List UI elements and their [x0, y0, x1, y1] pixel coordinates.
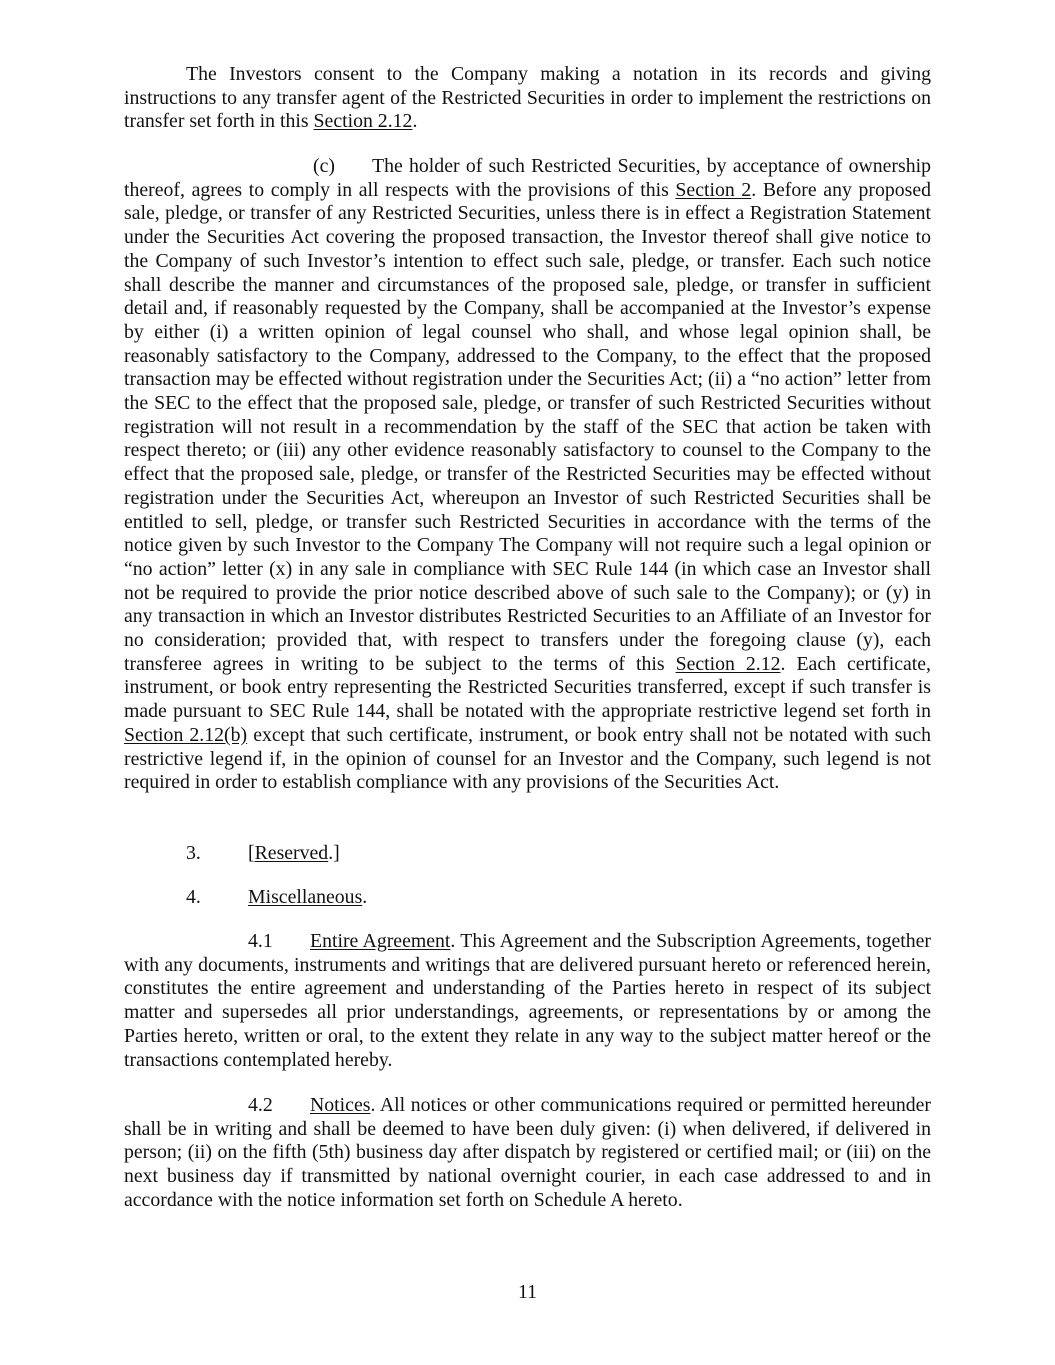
paragraph-text: except that such certificate, instrument, or book entry shall not be notated with such restrictive legend if, in the opinion of counsel for an Investor and the Company, such legend is not required in order to establish compliance with any provisions of the Securities Act. [124, 723, 931, 794]
heading-text: .] [328, 842, 340, 864]
section-reference: Section 2.12(b) [124, 723, 248, 746]
paragraph-text: . Before any proposed sale, pledge, or transfer of any Restricted Securities, unless there is in effect a Registration Statement under the Securities Act covering the proposed transaction, the Investor thereof shall give notice to the Company of such Investor’s intention to effect such sale, pledge, or transfer. Each such notice shall describe the manner and circumstances of the proposed sale, pledge, or transfer in sufficient detail and, if reasonably requested by the Company, shall be accompanied at the Investor’s expense by either (i) a written opinion of legal counsel who shall, and whose legal opinion shall, be reasonably satisfactory to the Company, addressed to the Company, to the effect that the proposed transaction may be effected without registration under the Securities Act; (ii) a “no action” letter from the SEC to the effect that the proposed sale, pledge, or transfer of such Restricted Securities without registration will not result in a recommendation by the staff of the SEC that action be taken with respect thereto; or (iii) any other evidence reasonably satisfactory to counsel to the Company to the effect that the proposed sale, pledge, or transfer of the Restricted Securities may be effected without registration under the Securities Act, whereupon an Investor of such Restricted Securities shall be entitled to sell, pledge, or transfer such Restricted Securities in accordance with the terms of the notice given by such Investor to the Company The Company will not require such a legal opinion or “no action” letter (x) in any sale in compliance with SEC Rule 144 (in which case an Investor shall not be required to provide the prior notice described above of such sale to the Company); or (y) in any transaction in which an Investor distributes Restricted Securities to an Affiliate of an Investor for no consideration; provided that, with respect to transfers under the foregoing clause (y), each transferee agrees in writing to be subject to the terms of this [124, 178, 931, 675]
clause-number: (c) [313, 155, 335, 177]
section-title: Miscellaneous [248, 886, 363, 908]
paragraph-text: The Investors consent to the Company making a notation in its records and giving instructions to any transfer agent of the Restricted Securities in order to implement the restrictions on transfer set forth in this [124, 63, 931, 133]
section-number: 3. [186, 842, 201, 864]
paragraph-text: . Each certificate, instrument, or book entry representing the Restricted Securities transferred, except if such transfer is made pursuant to SEC Rule 144, shall be notated with the appropriate restrictive legend set forth in [124, 652, 931, 723]
paragraph-text: . [412, 110, 418, 133]
section-title: Entire Agreement [310, 930, 451, 952]
heading-text: . [362, 886, 368, 908]
section-reference: Section 2 [675, 178, 752, 201]
section-number: 4.2 [248, 1094, 273, 1116]
paragraph-text: . All notices or other communications required or permitted hereunder shall be in writing and shall be deemed to have been duly given: (i) when delivered, if delivered in person; (ii) on the fifth (5th) business day after dispatch by registered or certified mail; or (iii) on the next business day if transmitted by national overnight courier, in each case addressed to and in accordance with the notice information set forth on Schedule A hereto. [124, 1094, 931, 1211]
section-number: 4. [186, 886, 201, 908]
section-4-1 [124, 930, 931, 1072]
paragraph-text: . This Agreement and the Subscription Agreements, together with any documents, instruments and writings that are delivered pursuant hereto or referenced herein, constitutes the entire agreement and understanding of the Parties hereto in respect of its subject matter and supersedes all prior understandings, agreements, or representations by or among the Parties hereto, written or oral, to the extent they relate in any way to the subject matter hereof or the transactions contemplated hereby. [124, 930, 931, 1071]
section-reference: Section 2.12 [675, 652, 781, 675]
section-title: Reserved [254, 842, 329, 864]
heading-text: [ [248, 842, 255, 864]
page-number: 11 [517, 1281, 538, 1303]
section-number: 4.1 [248, 930, 273, 952]
paragraph-investors-consent [124, 63, 931, 134]
section-4-heading [124, 886, 931, 910]
section-reference: Section 2.12 [313, 110, 413, 133]
section-4-2 [124, 1094, 931, 1213]
paragraph-text: The holder of such Restricted Securities, by acceptance of ownership thereof, agrees to comply in all respects with the provisions of this [124, 155, 931, 201]
section-title: Notices [310, 1094, 371, 1116]
paragraph-c [124, 155, 931, 795]
section-3-heading [124, 842, 931, 866]
